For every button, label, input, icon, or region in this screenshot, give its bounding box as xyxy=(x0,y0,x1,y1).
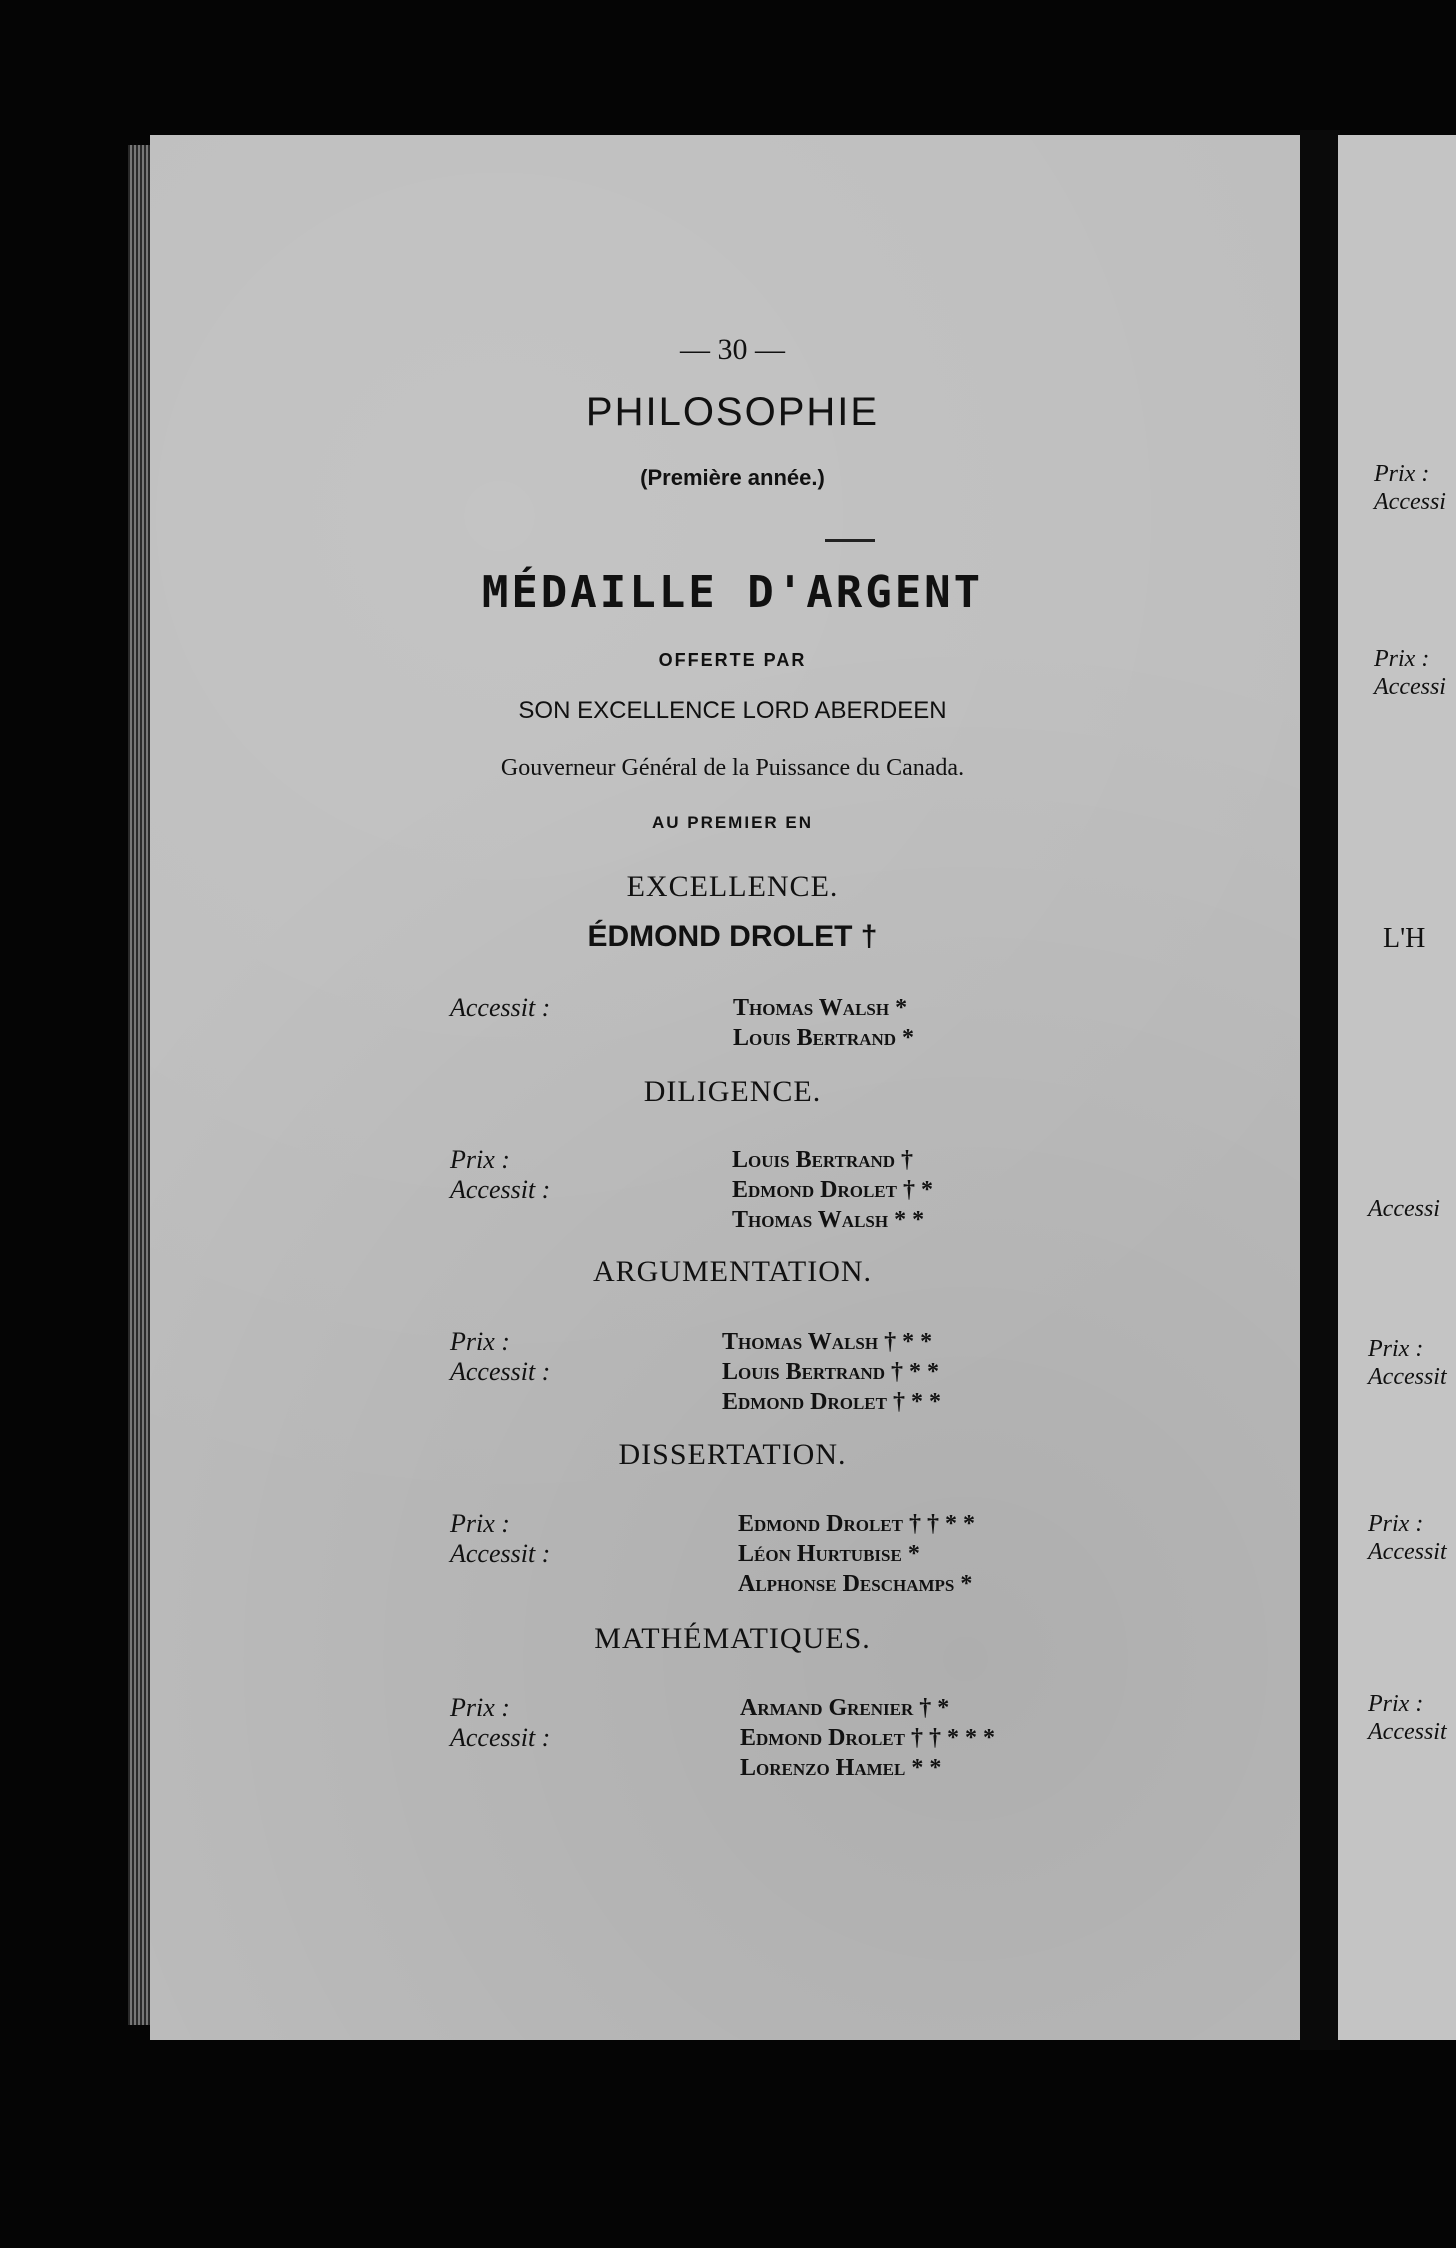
excellence-accessit-list xyxy=(733,993,914,1053)
right-text: Prix : xyxy=(1374,461,1430,487)
argumentation-list xyxy=(722,1327,941,1417)
list-item: Léon Hurtubise * xyxy=(738,1541,920,1567)
prix-label: Prix : xyxy=(450,1327,510,1356)
offered-by: OFFERTE PAR xyxy=(658,650,807,670)
list-item: Louis Bertrand † * * xyxy=(722,1359,940,1385)
accessit-label: Accessit : xyxy=(450,1357,551,1386)
section-heading-argumentation: ARGUMENTATION. xyxy=(592,1255,873,1288)
page-title: PHILOSOPHIE xyxy=(585,390,880,434)
right-text: Prix : xyxy=(1368,1511,1424,1537)
list-item: Edmond Drolet † * * xyxy=(722,1389,941,1415)
page-subtitle: (Première année.) xyxy=(640,465,825,490)
diligence-labels xyxy=(450,1145,550,1205)
right-text: Accessi xyxy=(1368,1196,1440,1222)
prix-label: Prix : xyxy=(450,1145,510,1174)
section-heading-diligence: DILIGENCE. xyxy=(643,1075,822,1108)
mathematiques-labels xyxy=(450,1693,550,1753)
right-text: Prix : xyxy=(1368,1336,1424,1362)
right-text: Accessit xyxy=(1368,1719,1447,1745)
right-page-fragment xyxy=(1338,135,1456,2040)
list-item: Alphonse Deschamps * xyxy=(738,1571,973,1597)
divider xyxy=(825,539,875,542)
list-item: Thomas Walsh * xyxy=(733,995,908,1021)
diligence-list xyxy=(732,1145,933,1235)
list-item: Armand Grenier † * xyxy=(740,1695,950,1721)
excellence-labels xyxy=(450,993,550,1023)
page-number: — 30 — xyxy=(680,333,785,366)
dissertation-list xyxy=(738,1509,975,1599)
right-text: Accessi xyxy=(1374,674,1446,700)
mathematiques-list xyxy=(740,1693,995,1783)
donor: SON EXCELLENCE LORD ABERDEEN xyxy=(518,697,947,724)
right-text: L'H xyxy=(1383,923,1426,954)
list-item: Edmond Drolet † † * * xyxy=(738,1511,975,1537)
section-heading-dissertation: DISSERTATION. xyxy=(618,1438,847,1471)
excellence-winner: ÉDMOND DROLET † xyxy=(587,920,878,953)
list-item: Edmond Drolet † * xyxy=(732,1177,933,1203)
right-text: Prix : xyxy=(1374,646,1430,672)
medal-title: MÉDAILLE D'ARGENT xyxy=(481,567,984,618)
argumentation-labels xyxy=(450,1327,550,1387)
dissertation-labels xyxy=(450,1509,550,1569)
to-first: AU PREMIER EN xyxy=(651,813,814,832)
right-text: Accessi xyxy=(1374,489,1446,515)
left-page xyxy=(150,135,1315,2040)
section-heading-excellence: EXCELLENCE. xyxy=(626,870,839,903)
page-gutter xyxy=(1300,130,1340,2050)
accessit-label: Accessit : xyxy=(450,1539,551,1568)
prix-label: Prix : xyxy=(450,1693,510,1722)
list-item: Thomas Walsh † * * xyxy=(722,1329,933,1355)
list-item: Louis Bertrand * xyxy=(733,1025,915,1051)
prix-label: Prix : xyxy=(450,1509,510,1538)
accessit-label: Accessit : xyxy=(450,993,551,1022)
page-edge xyxy=(128,145,152,2025)
list-item: Thomas Walsh * * xyxy=(732,1207,925,1233)
right-text: Accessit xyxy=(1368,1364,1447,1390)
section-heading-mathematiques: MATHÉMATIQUES. xyxy=(594,1622,871,1655)
right-text: Accessit xyxy=(1368,1539,1447,1565)
accessit-label: Accessit : xyxy=(450,1175,551,1204)
list-item: Lorenzo Hamel * * xyxy=(740,1755,942,1781)
donor-title: Gouverneur Général de la Puissance du Canada. xyxy=(500,755,965,781)
list-item: Edmond Drolet † † * * * xyxy=(740,1725,995,1751)
accessit-label: Accessit : xyxy=(450,1723,551,1752)
list-item: Louis Bertrand † xyxy=(732,1147,914,1173)
right-text: Prix : xyxy=(1368,1691,1424,1717)
